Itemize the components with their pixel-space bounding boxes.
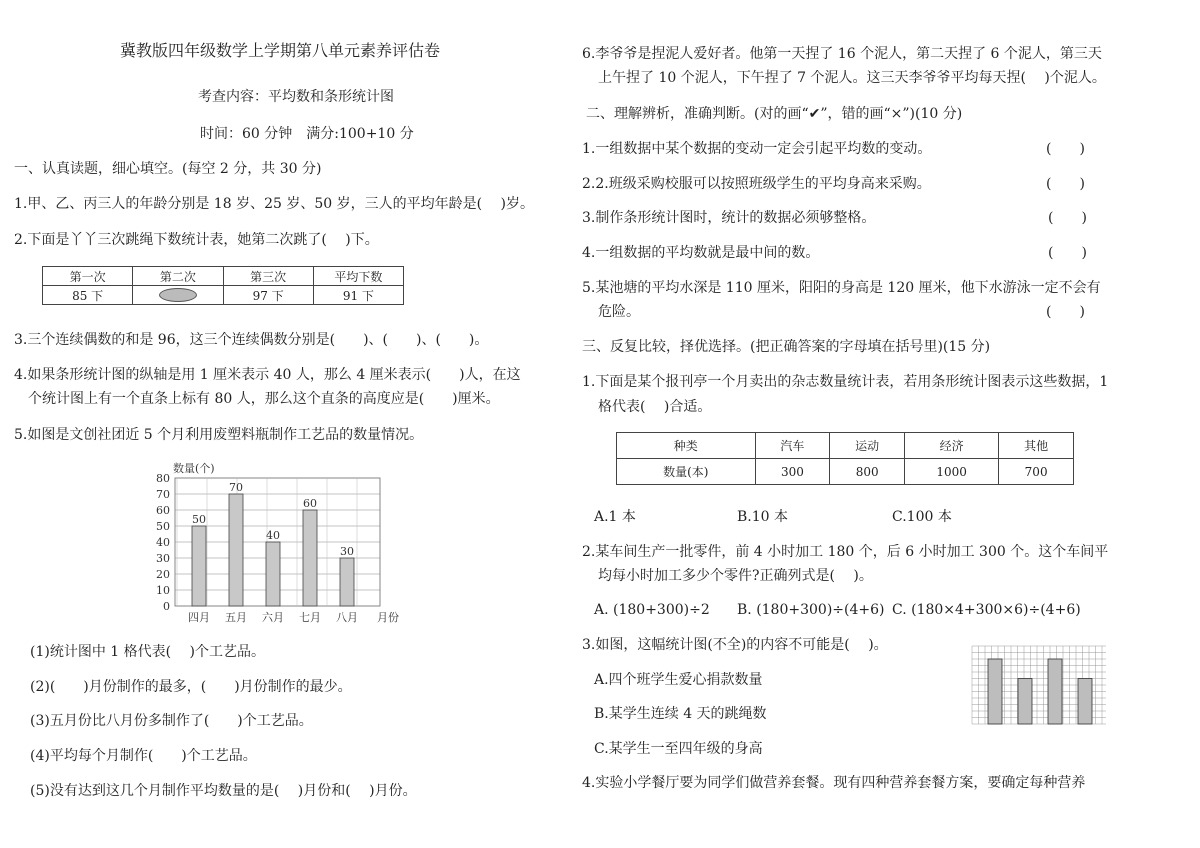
table-cell: 700 [999,459,1074,485]
y-tick-label: 30 [156,552,170,565]
y-tick-label: 50 [156,520,170,533]
table-cell: 数量(本) [617,459,756,485]
page-title: 冀教版四年级数学上学期第八单元素养评估卷 [120,41,441,60]
s3-q1-option-a: A.1 本 [594,509,636,525]
table-header-cell: 经济 [905,433,999,459]
s3-q2-option-a: A. (180+300)÷2 [594,602,710,618]
s1-q5-sub2: (2)( )月份制作的最多，( )月份制作的最少。 [30,679,352,695]
bar-value-label: 50 [192,513,206,526]
y-tick-label: 40 [156,536,170,549]
s3-q3-option-b: B.某学生连续 4 天的跳绳数 [594,706,767,722]
y-tick-label: 70 [156,488,170,501]
s2-bracket-4: ( ) [1048,245,1087,261]
s1-q5-sub1: (1)统计图中 1 格代表( )个工艺品。 [30,644,266,660]
s3-q3-option-a: A.四个班学生爱心捐款数量 [594,672,763,688]
table-cell-hidden [133,286,223,305]
s3-question-4: 4.实验小学餐厅要为同学们做营养套餐。现有四种营养套餐方案，要确定每种营养 [582,775,1086,791]
s2-bracket-5: ( ) [1046,304,1085,320]
chart-bar [1048,659,1062,724]
section3-heading: 三、反复比较，择优选择。(把正确答案的字母填在括号里)(15 分) [582,339,991,355]
table-header-cell: 其他 [999,433,1074,459]
chart-bar [1078,679,1092,725]
s1-question-4-line2: 个统计图上有一个直条上标有 80 人，那么这个直条的高度应是( )厘米。 [28,391,500,407]
y-tick-label: 0 [163,600,170,613]
incomplete-bar-chart [970,644,1110,728]
chart-bar [988,659,1002,724]
table-header-cell: 种类 [617,433,756,459]
chart-bar [1018,679,1032,725]
table-header-cell: 运动 [830,433,905,459]
s2-item-5: 5.某池塘的平均水深是 110 厘米，阳阳的身高是 120 厘米，他下水游泳一定不会有 [582,280,1101,296]
table-cell: 1000 [905,459,999,485]
x-tick-label: 七月 [299,611,321,624]
y-tick-label: 20 [156,568,170,581]
table-cell: 800 [830,459,905,485]
chart-bar [266,542,280,606]
s3-question-2-line2: 均每小时加工多少个零件?正确列式是( )。 [598,568,873,584]
covered-value-oval [159,288,197,302]
chart-bar [192,526,206,606]
y-axis-label: 数量(个) [173,462,215,475]
section2-heading: 二、理解辨析，准确判断。(对的画“✔”，错的画“×”)(10 分) [586,106,963,122]
table-header-cell: 第二次 [133,267,223,286]
bar-value-label: 30 [340,545,354,558]
s2-item-4: 4.一组数据的平均数就是最中间的数。 [582,245,820,261]
table-header-cell: 平均下数 [313,267,403,286]
s3-q2-option-c: C. (180×4+300×6)÷(4+6) [892,602,1081,618]
s1-question-1: 1.甲、乙、丙三人的年龄分别是 18 岁、25 岁、50 岁，三人的平均年龄是( )岁。 [14,196,534,212]
x-tick-label: 五月 [225,611,247,624]
table-cell: 97 下 [223,286,313,305]
s1-question-6-line1: 6.李爷爷是捏泥人爱好者。他第一天捏了 16 个泥人，第二天捏了 6 个泥人，第三天 [582,46,1102,62]
s1-question-2: 2.下面是丫丫三次跳绳下数统计表，她第二次跳了( )下。 [14,232,379,248]
y-tick-label: 10 [156,584,170,597]
bar-value-label: 60 [303,497,317,510]
x-tick-label: 六月 [262,611,284,624]
chart-bar [229,494,243,606]
table-cell: 85 下 [43,286,133,305]
s3-q2-option-b: B. (180+300)÷(4+6) [737,602,885,618]
s2-item-3: 3.制作条形统计图时，统计的数据必须够整格。 [582,210,876,226]
x-tick-label: 四月 [188,611,210,624]
s2-bracket-2: ( ) [1046,176,1085,192]
s1-q5-sub4: (4)平均每个月制作( )个工艺品。 [30,748,257,764]
s1-question-6-line2: 上午捏了 10 个泥人，下午捏了 7 个泥人。这三天李爷爷平均每天捏( )个泥人。 [598,70,1106,86]
s2-bracket-3: ( ) [1048,210,1087,226]
exam-content: 考查内容：平均数和条形统计图 [198,89,394,105]
s2-item-5-line2: 危险。 [598,304,640,320]
s3-question-1-line1: 1.下面是某个报刊亭一个月卖出的杂志数量统计表，若用条形统计图表示这些数据，1 [582,374,1109,390]
s1-q5-sub5: (5)没有达到这几个月制作平均数量的是( )月份和( )月份。 [30,783,417,799]
x-tick-label: 八月 [336,611,358,624]
chart-bar [340,558,354,606]
s1-q5-sub3: (3)五月份比八月份多制作了( )个工艺品。 [30,713,313,729]
s2-bracket-1: ( ) [1046,141,1085,157]
table-cell: 300 [755,459,830,485]
s1-question-3: 3.三个连续偶数的和是 96，这三个连续偶数分别是( )、( )、( )。 [14,332,489,348]
exam-time: 时间：60 分钟 满分:100+10 分 [200,126,414,142]
s1-question-4-line1: 4.如果条形统计图的纵轴是用 1 厘米表示 40 人，那么 4 厘米表示( )人，在这 [14,367,521,383]
table-cell: 91 下 [313,286,403,305]
s2-item-1: 1.一组数据中某个数据的变动一定会引起平均数的变动。 [582,141,932,157]
jump-rope-table [42,266,404,305]
s3-question-2-line1: 2.某车间生产一批零件，前 4 小时加工 180 个，后 6 小时加工 300 个。这个车间平 [582,544,1109,560]
chart-bar [303,510,317,606]
s3-q1-option-c: C.100 本 [892,509,952,525]
x-axis-label: 月份 [377,611,399,624]
handicraft-bar-chart [150,458,410,628]
bar-value-label: 40 [266,529,280,542]
s3-q3-option-c: C.某学生一至四年级的身高 [594,741,763,757]
magazine-table [616,432,1074,485]
s3-question-1-line2: 格代表( )合适。 [598,399,712,415]
s1-question-5: 5.如图是文创社团近 5 个月利用废塑料瓶制作工艺品的数量情况。 [14,427,424,443]
s3-q1-option-b: B.10 本 [737,509,789,525]
s3-question-3: 3.如图，这幅统计图(不全)的内容不可能是( )。 [582,637,888,653]
table-header-cell: 汽车 [755,433,830,459]
y-tick-label: 60 [156,504,170,517]
section1-heading: 一、认真读题，细心填空。(每空 2 分，共 30 分) [14,161,322,177]
table-header-cell: 第一次 [43,267,133,286]
bar-value-label: 70 [229,481,243,494]
y-tick-label: 80 [156,472,170,485]
table-header-cell: 第三次 [223,267,313,286]
s2-item-2: 2.2.班级采购校服可以按照班级学生的平均身高来采购。 [582,176,931,192]
